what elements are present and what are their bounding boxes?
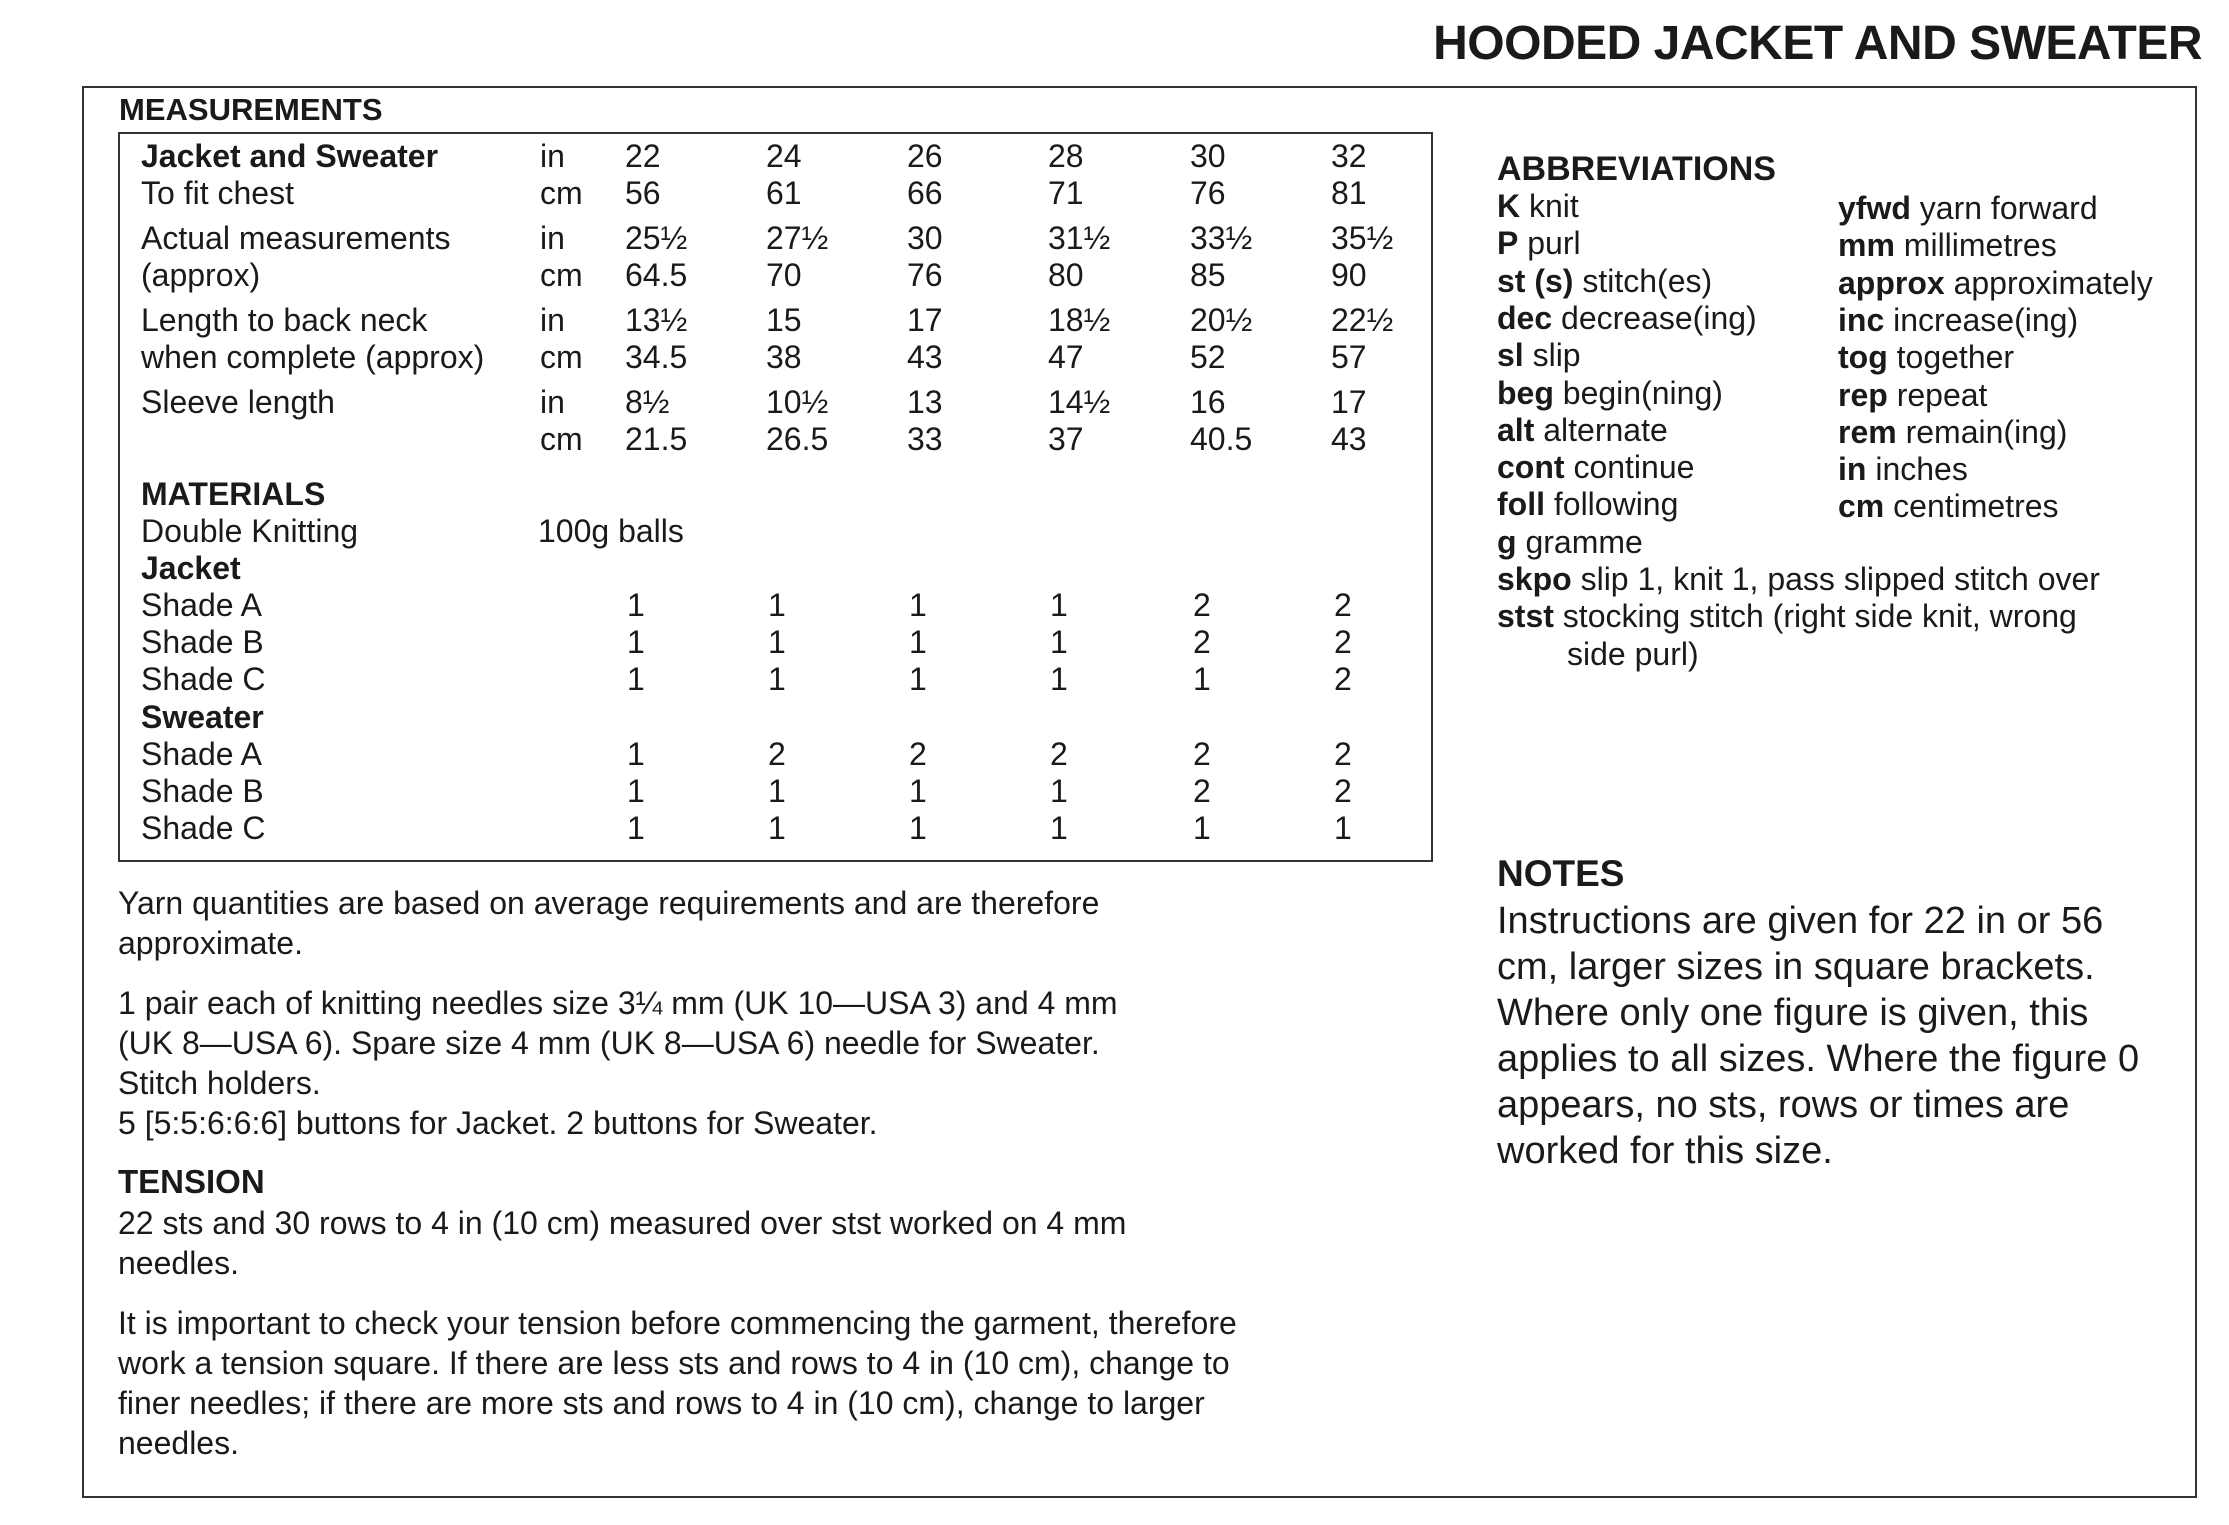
abbreviation-meaning: following — [1544, 486, 1679, 522]
measurement-value: 25½ — [625, 220, 688, 256]
yarn-type-label: Double Knitting — [141, 513, 359, 549]
measurement-value: 27½ — [766, 220, 829, 256]
measurement-value: 85 — [1190, 257, 1226, 293]
abbreviation-item — [1838, 341, 2014, 373]
jacket-ball-count: 2 — [1334, 624, 1352, 660]
abbreviation-meaning: increase(ing) — [1884, 302, 2079, 338]
measurement-value: 52 — [1190, 339, 1226, 375]
sweater-ball-count: 1 — [627, 810, 645, 846]
measurement-label: To fit chest — [141, 175, 294, 211]
jacket-ball-count: 1 — [768, 624, 786, 660]
jacket-ball-count: 1 — [1050, 661, 1068, 697]
measurement-value: 76 — [1190, 175, 1226, 211]
measurement-value: 37 — [1048, 421, 1084, 457]
tension-heading: TENSION — [118, 1163, 265, 1200]
abbreviation-meaning: purl — [1518, 225, 1581, 261]
measurement-value: 56 — [625, 175, 661, 211]
measurement-unit: in — [540, 138, 565, 174]
measurement-unit: in — [540, 220, 565, 256]
measurement-value: 32 — [1331, 138, 1367, 174]
sweater-ball-count: 2 — [909, 736, 927, 772]
needles-and-notions: 1 pair each of knitting needles size 3¼ mm (UK 10—USA 3) and 4 mm (UK 8—USA 6). Spare size 4 mm (UK 8—USA 6) needle for Sweater. Stitch holders. 5 [5:5:6:6:6] buttons for Jacket. 2 buttons for Sweater. — [118, 985, 1118, 1141]
measurement-value: 17 — [907, 302, 943, 338]
measurement-value: 34.5 — [625, 339, 688, 375]
abbreviation-item — [1497, 451, 1694, 483]
measurement-value: 33 — [907, 421, 943, 457]
abbreviation-key: st (s) — [1497, 263, 1574, 299]
abbreviation-item — [1497, 377, 1723, 409]
tension-advice: It is important to check your tension before commencing the garment, therefore work a tension square. If there are less sts and rows to 4 in (10 cm), change to finer needles; if there are more sts and rows to 4 in (10 cm), change to larger needles. — [118, 1305, 1237, 1461]
abbreviation-item — [1838, 453, 1968, 485]
jacket-ball-count: 1 — [1050, 624, 1068, 660]
measurement-label: Length to back neck — [141, 302, 428, 338]
abbreviations-heading: ABBREVIATIONS — [1497, 150, 1776, 188]
abbreviation-key: yfwd — [1838, 190, 1911, 226]
measurement-value: 71 — [1048, 175, 1084, 211]
sweater-shade-label: Shade C — [141, 810, 266, 846]
abbreviation-item — [1838, 229, 2057, 261]
measurement-unit: cm — [540, 175, 583, 211]
measurement-unit: cm — [540, 421, 583, 457]
abbreviation-meaning: begin(ning) — [1553, 375, 1723, 411]
measurement-value: 38 — [766, 339, 802, 375]
notes-heading: NOTES — [1497, 853, 1625, 894]
measurement-value: 80 — [1048, 257, 1084, 293]
abbreviation-item — [1497, 265, 1712, 297]
sweater-ball-count: 1 — [768, 810, 786, 846]
abbreviation-item — [1497, 227, 1581, 259]
abbreviation-key: beg — [1497, 375, 1554, 411]
measurement-value: 33½ — [1190, 220, 1253, 256]
sweater-ball-count: 1 — [909, 773, 927, 809]
measurement-unit: in — [540, 384, 565, 420]
measurement-label: Sleeve length — [141, 384, 335, 420]
jacket-ball-count: 1 — [768, 587, 786, 623]
sweater-ball-count: 2 — [1334, 736, 1352, 772]
measurement-value: 14½ — [1048, 384, 1111, 420]
measurement-value: 66 — [907, 175, 943, 211]
abbreviation-key: alt — [1497, 412, 1535, 448]
sweater-subheading: Sweater — [141, 699, 264, 735]
page-title: HOODED JACKET AND SWEATER — [1433, 17, 2202, 70]
sweater-ball-count: 1 — [768, 773, 786, 809]
abbreviation-item — [1497, 563, 2100, 595]
sweater-ball-count: 1 — [1050, 773, 1068, 809]
abbreviation-meaning: knit — [1520, 188, 1579, 224]
measurement-value: 30 — [1190, 138, 1226, 174]
measurement-value: 28 — [1048, 138, 1084, 174]
measurement-value: 22 — [625, 138, 661, 174]
abbreviation-item — [1838, 304, 2078, 336]
abbreviation-meaning: slip — [1523, 337, 1581, 373]
sweater-ball-count: 1 — [1334, 810, 1352, 846]
measurement-value: 40.5 — [1190, 421, 1253, 457]
measurement-label: Actual measurements — [141, 220, 451, 256]
sweater-ball-count: 2 — [1334, 773, 1352, 809]
measurement-unit: cm — [540, 257, 583, 293]
measurement-value: 17 — [1331, 384, 1367, 420]
measurement-label: (approx) — [141, 257, 261, 293]
abbreviation-key: cont — [1497, 449, 1565, 485]
abbreviation-key: foll — [1497, 486, 1545, 522]
jacket-ball-count: 2 — [1193, 624, 1211, 660]
yarn-unit-label: 100g balls — [538, 513, 684, 549]
jacket-ball-count: 2 — [1193, 587, 1211, 623]
abbreviation-meaning: inches — [1866, 451, 1968, 487]
abbreviation-key: mm — [1838, 227, 1895, 263]
measurement-value: 61 — [766, 175, 802, 211]
measurement-value: 47 — [1048, 339, 1084, 375]
yarn-quantity-note: Yarn quantities are based on average requirements and are therefore approximate. — [118, 885, 1100, 961]
measurement-value: 21.5 — [625, 421, 688, 457]
abbreviation-meaning: alternate — [1534, 412, 1668, 448]
sweater-shade-label: Shade B — [141, 773, 264, 809]
measurement-label: when complete (approx) — [141, 339, 485, 375]
sweater-ball-count: 1 — [627, 736, 645, 772]
sweater-ball-count: 1 — [909, 810, 927, 846]
jacket-ball-count: 2 — [1334, 661, 1352, 697]
measurement-value: 43 — [907, 339, 943, 375]
jacket-shade-label: Shade B — [141, 624, 264, 660]
jacket-ball-count: 1 — [909, 661, 927, 697]
jacket-ball-count: 1 — [1050, 587, 1068, 623]
abbreviation-meaning: slip 1, knit 1, pass slipped stitch over — [1571, 561, 2100, 597]
abbreviation-item — [1838, 192, 2098, 224]
abbreviation-meaning: together — [1887, 339, 2015, 375]
measurement-value: 76 — [907, 257, 943, 293]
abbreviation-meaning: approximately — [1944, 265, 2153, 301]
abbreviation-meaning: continue — [1564, 449, 1695, 485]
measurement-value: 64.5 — [625, 257, 688, 293]
measurement-value: 22½ — [1331, 302, 1394, 338]
measurement-value: 18½ — [1048, 302, 1111, 338]
sweater-ball-count: 1 — [627, 773, 645, 809]
sweater-ball-count: 2 — [1193, 773, 1211, 809]
sweater-ball-count: 2 — [768, 736, 786, 772]
abbreviation-key: K — [1497, 188, 1521, 224]
abbreviation-item — [1497, 600, 2077, 632]
sweater-ball-count: 1 — [1193, 810, 1211, 846]
abbreviation-meaning: yarn forward — [1910, 190, 2098, 226]
abbreviation-key: stst — [1497, 598, 1554, 634]
measurement-value: 15 — [766, 302, 802, 338]
abbreviation-item — [1838, 490, 2059, 522]
jacket-shade-label: Shade A — [141, 587, 262, 623]
jacket-ball-count: 1 — [1193, 661, 1211, 697]
abbreviation-key: g — [1497, 524, 1517, 560]
tension-measurement: 22 sts and 30 rows to 4 in (10 cm) measured over stst worked on 4 mm needles. — [118, 1205, 1127, 1281]
measurement-value: 35½ — [1331, 220, 1394, 256]
abbreviation-item — [1497, 414, 1668, 446]
abbreviation-item — [1497, 339, 1581, 371]
abbreviation-key: rem — [1838, 414, 1897, 450]
abbreviation-item — [1838, 267, 2153, 299]
abbreviation-item — [1838, 379, 1987, 411]
jacket-ball-count: 2 — [1334, 587, 1352, 623]
measurement-value: 13½ — [625, 302, 688, 338]
jacket-ball-count: 1 — [909, 587, 927, 623]
abbreviation-key: approx — [1838, 265, 1945, 301]
notes-text: Instructions are given for 22 in or 56 cm, larger sizes in square brackets. Where only one figure is given, this applies to all sizes. Where the figure 0 appears, no sts, rows or times are worked for this size. — [1497, 900, 2140, 1172]
abbreviation-meaning: centimetres — [1884, 488, 2059, 524]
jacket-ball-count: 1 — [627, 587, 645, 623]
abbreviation-item — [1497, 190, 1579, 222]
abbreviation-key: dec — [1497, 300, 1553, 336]
jacket-subheading: Jacket — [141, 550, 241, 586]
measurement-value: 24 — [766, 138, 802, 174]
measurement-value: 57 — [1331, 339, 1367, 375]
measurement-value: 43 — [1331, 421, 1367, 457]
sweater-ball-count: 2 — [1193, 736, 1211, 772]
abbreviation-key: cm — [1838, 488, 1885, 524]
abbreviation-key: P — [1497, 225, 1519, 261]
abbreviation-key: sl — [1497, 337, 1524, 373]
abbreviation-item — [1838, 416, 2067, 448]
materials-heading: MATERIALS — [141, 476, 326, 512]
abbreviation-meaning: stocking stitch (right side knit, wrong — [1553, 598, 2077, 634]
measurement-value: 90 — [1331, 257, 1367, 293]
sweater-ball-count: 2 — [1050, 736, 1068, 772]
measurement-value: 26 — [907, 138, 943, 174]
abbreviation-meaning: decrease(ing) — [1552, 300, 1757, 336]
measurement-value: 31½ — [1048, 220, 1111, 256]
measurement-unit: in — [540, 302, 565, 338]
measurement-value: 13 — [907, 384, 943, 420]
jacket-ball-count: 1 — [627, 661, 645, 697]
measurement-value: 81 — [1331, 175, 1367, 211]
measurement-value: 20½ — [1190, 302, 1253, 338]
sweater-ball-count: 1 — [1050, 810, 1068, 846]
abbreviation-meaning: stitch(es) — [1573, 263, 1713, 299]
measurement-value: 30 — [907, 220, 943, 256]
abbreviation-key: rep — [1838, 377, 1888, 413]
measurement-value: 16 — [1190, 384, 1226, 420]
abbreviation-meaning: remain(ing) — [1896, 414, 2068, 450]
abbreviation-meaning: repeat — [1887, 377, 1988, 413]
abbreviation-item — [1497, 526, 1643, 558]
abbreviation-key: in — [1838, 451, 1867, 487]
measurement-unit: cm — [540, 339, 583, 375]
sweater-shade-label: Shade A — [141, 736, 262, 772]
measurement-label: Jacket and Sweater — [141, 138, 439, 174]
abbreviation-key: tog — [1838, 339, 1888, 375]
measurement-value: 26.5 — [766, 421, 829, 457]
measurement-value: 70 — [766, 257, 802, 293]
abbreviation-meaning: millimetres — [1894, 227, 2057, 263]
jacket-shade-label: Shade C — [141, 661, 266, 697]
abbreviation-key: inc — [1838, 302, 1885, 338]
jacket-ball-count: 1 — [768, 661, 786, 697]
measurement-value: 10½ — [766, 384, 829, 420]
measurement-value: 8½ — [625, 384, 670, 420]
measurements-heading: MEASUREMENTS — [119, 92, 383, 127]
jacket-ball-count: 1 — [627, 624, 645, 660]
abbreviation-continuation: side purl) — [1567, 636, 1699, 672]
jacket-ball-count: 1 — [909, 624, 927, 660]
abbreviation-item — [1497, 488, 1678, 520]
abbreviation-key: skpo — [1497, 561, 1572, 597]
abbreviation-meaning: gramme — [1516, 524, 1643, 560]
abbreviation-item — [1497, 302, 1757, 334]
